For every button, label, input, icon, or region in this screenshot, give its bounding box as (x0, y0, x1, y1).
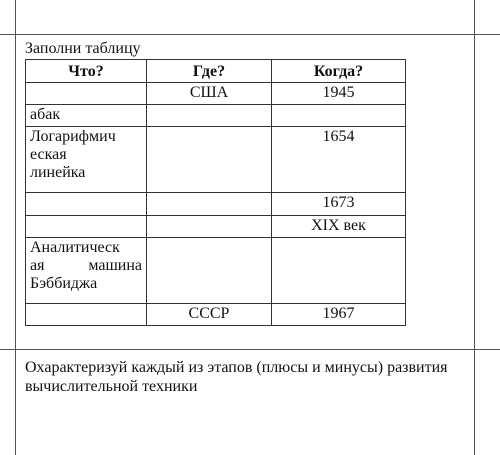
cell-what[interactable] (26, 238, 147, 304)
table-row (26, 238, 406, 304)
cell-where[interactable] (147, 127, 272, 193)
frame-top-line (0, 34, 500, 35)
task-2-text: Охарактеризуй каждый из этапов (плюсы и минусы) развития вычислительной техники (25, 359, 448, 395)
cell-when[interactable]: XIX век (272, 216, 406, 238)
cell-what-line: ая машина (30, 257, 142, 274)
cell-where[interactable] (147, 105, 272, 127)
cell-when[interactable] (272, 105, 406, 127)
table-row (26, 83, 406, 105)
table-row (26, 216, 406, 238)
table-header-row (26, 60, 406, 83)
cell-what-line: линейка (30, 164, 86, 181)
cell-when[interactable] (272, 238, 406, 304)
header-when: Когда? (272, 60, 406, 83)
frame-right-line (474, 0, 475, 455)
cell-where[interactable]: США (147, 83, 272, 105)
cell-when[interactable]: 1654 (272, 127, 406, 193)
frame-middle-line (0, 349, 500, 350)
cell-what[interactable] (26, 304, 147, 326)
cell-where[interactable] (147, 216, 272, 238)
cell-what-line: Логарифмич (30, 128, 116, 145)
cell-what-line: Бэббиджа (30, 275, 98, 292)
cell-what[interactable] (26, 127, 147, 193)
header-what: Что? (26, 60, 147, 83)
cell-when[interactable]: 1673 (272, 193, 406, 216)
header-where: Где? (147, 60, 272, 83)
cell-where[interactable] (147, 238, 272, 304)
cell-when[interactable]: 1945 (272, 83, 406, 105)
cell-what[interactable] (26, 216, 147, 238)
cell-when[interactable]: 1967 (272, 304, 406, 326)
cell-where[interactable]: СССР (147, 304, 272, 326)
cell-what-line: еская (30, 146, 67, 163)
table-row (26, 105, 406, 127)
cell-what[interactable]: абак (26, 105, 147, 127)
cell-where[interactable] (147, 193, 272, 216)
cell-what-line: Аналитическ (30, 239, 120, 256)
fill-table (25, 59, 406, 326)
table-row (26, 304, 406, 326)
task-title: Заполни таблицу (25, 40, 141, 57)
table-row (26, 127, 406, 193)
table-row (26, 193, 406, 216)
cell-what[interactable] (26, 193, 147, 216)
cell-what[interactable] (26, 83, 147, 105)
frame-left-line (15, 0, 16, 455)
